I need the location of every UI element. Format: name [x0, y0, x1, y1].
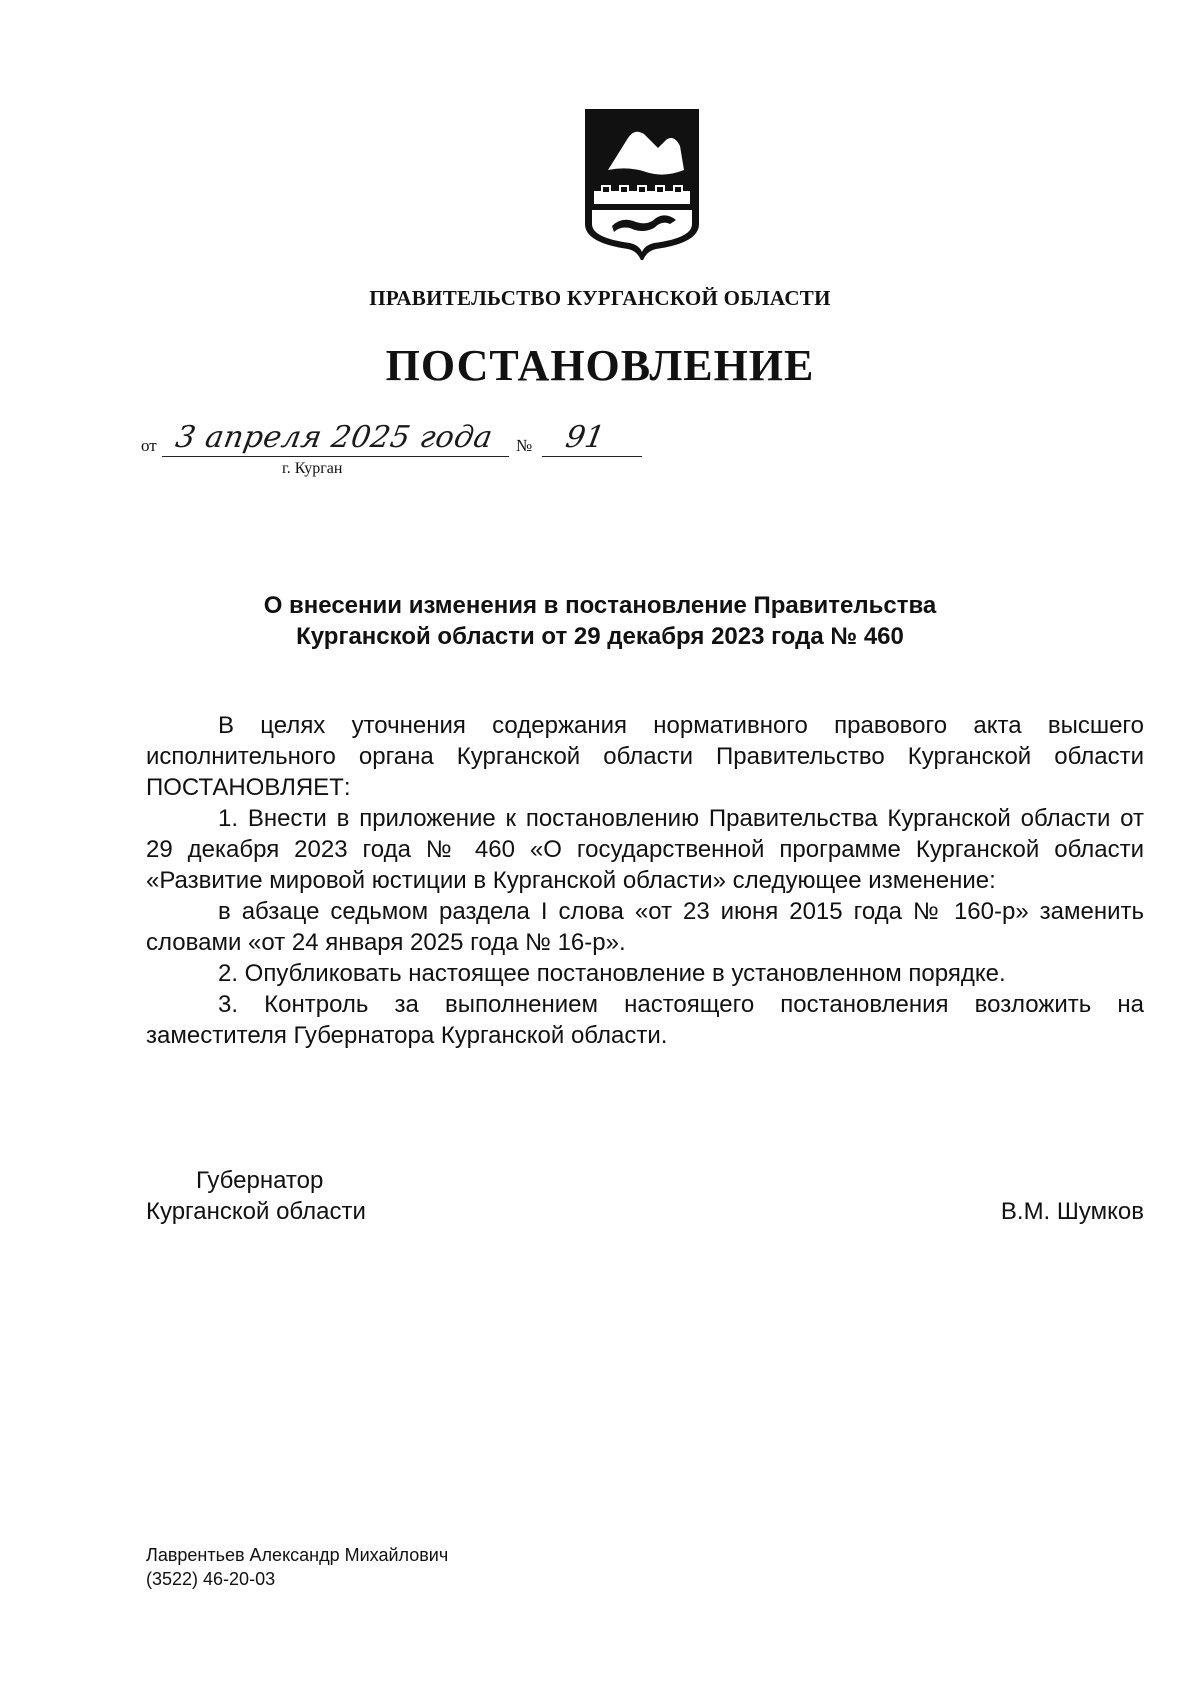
coat-of-arms-icon [584, 108, 700, 260]
document-body [146, 710, 1144, 1051]
body-paragraph-2: 2. Опубликовать настоящее постановление в установленном порядке. [218, 960, 1006, 987]
subject-line-2: Курганской области от 29 декабря 2023 года № 460 [296, 623, 904, 650]
number-prefix-label: № [516, 436, 533, 455]
body-paragraph-preamble: В целях уточнения содержания нормативного правового акта высшего исполнительного органа Курганской области Правительство Курганской области ПОСТАНОВЛЯЕТ: [146, 712, 1144, 801]
handwritten-number: 91 [562, 420, 608, 455]
signatory-name: В.М. Шумков [1000, 1198, 1144, 1225]
signatory-title [146, 1165, 366, 1227]
subject-line-1: О внесении изменения в постановление Правительства [263, 592, 937, 619]
date-prefix-label: от [141, 436, 157, 455]
body-paragraph-1: 1. Внести в приложение к постановлению Правительства Курганской области от 29 декабря 2023 года № 460 «О государственной программе Курганской области «Развитие мировой юстиции в Курганской области» следующее изменение: [146, 805, 1144, 894]
executor-info [146, 1543, 448, 1591]
signatory-title-line-2: Курганской области [146, 1198, 366, 1225]
body-paragraph-amendment: в абзаце седьмом раздела I слова «от 23 июня 2015 года № 160-р» заменить словами «от 24 января 2025 года № 16-р». [146, 898, 1144, 956]
document-subject [0, 590, 1200, 652]
executor-name: Лаврентьев Александр Михайлович [146, 1545, 449, 1565]
executor-phone: (3522) 46-20-03 [146, 1569, 276, 1589]
signatory-title-line-1: Губернатор [196, 1167, 324, 1194]
number-underline [542, 456, 642, 457]
city-label: г. Курган [282, 460, 343, 477]
document-type-title: ПОСТАНОВЛЕНИЕ [385, 341, 815, 390]
date-underline [162, 456, 509, 457]
document-date-number-row [0, 420, 1200, 480]
handwritten-date: 3 апреля 2025 года [172, 420, 496, 455]
government-name: ПРАВИТЕЛЬСТВО КУРГАНСКОЙ ОБЛАСТИ [369, 286, 831, 310]
body-paragraph-3: 3. Контроль за выполнением настоящего постановления возложить на заместителя Губернатора Курганской области. [146, 991, 1144, 1049]
